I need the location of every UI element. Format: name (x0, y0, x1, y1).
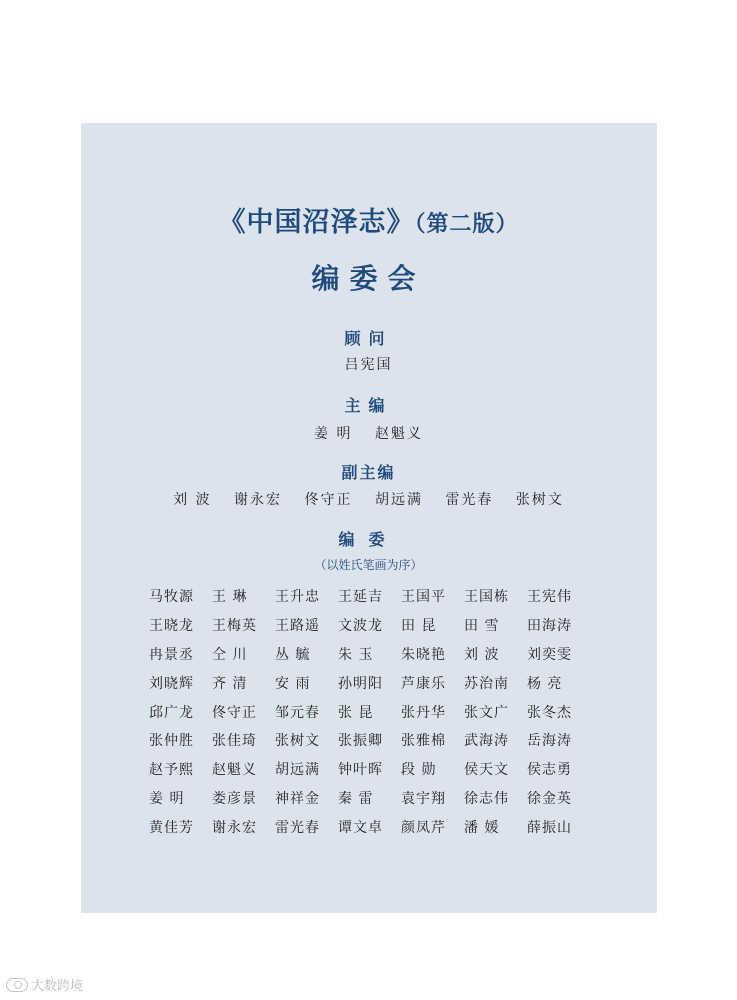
deputy-editor-name: 张树文 (515, 492, 564, 508)
member-name: 张振卿 (338, 733, 383, 750)
member-name: 邹元春 (275, 704, 320, 721)
member-name: 侯天文 (464, 762, 509, 779)
member-name: 段 勋 (401, 762, 437, 779)
member-name: 刘晓辉 (149, 675, 194, 692)
committee-title: 编委会 (311, 262, 426, 295)
member-name: 张佳琦 (212, 733, 257, 750)
member-name: 岳海涛 (527, 733, 572, 750)
member-name: 田 雪 (464, 618, 500, 635)
member-name: 王晓龙 (149, 618, 194, 635)
member-name: 薛振山 (527, 819, 572, 836)
deputy-editor-name: 刘 波 (173, 492, 212, 508)
member-name: 朱晓艳 (401, 646, 446, 663)
member-name: 王路遥 (275, 618, 320, 635)
member-name: 王升忠 (275, 589, 320, 606)
chief-editor-name: 赵魁义 (374, 426, 423, 442)
member-name: 冉景丞 (149, 646, 194, 663)
member-name: 孙明阳 (338, 675, 383, 692)
member-name: 芦康乐 (401, 675, 446, 692)
member-name: 潘 媛 (464, 819, 500, 836)
watermark-text: 大数跨境 (31, 979, 84, 994)
member-name: 张 昆 (338, 704, 374, 721)
advisor-names (0, 354, 737, 374)
member-name: 娄彦景 (212, 790, 257, 807)
member-name: 邱广龙 (149, 704, 194, 721)
book-title (0, 200, 737, 239)
member-name: 刘奕雯 (527, 646, 572, 663)
member-name: 王国平 (401, 589, 446, 606)
member-name: 徐志伟 (464, 790, 509, 807)
member-name: 马牧源 (149, 589, 194, 606)
member-name: 张树文 (275, 733, 320, 750)
member-name: 颜凤芹 (401, 819, 446, 836)
watermark-logo-icon (6, 978, 28, 992)
member-name: 袁宇翔 (401, 790, 446, 807)
chief-editor-name: 姜 明 (314, 426, 353, 442)
deputy-editor-name: 谢永宏 (234, 492, 283, 508)
chief-editor-heading: 主编 (344, 396, 393, 415)
watermark (6, 975, 83, 994)
member-name: 田海涛 (527, 618, 572, 635)
member-name: 田 昆 (401, 618, 437, 635)
member-name: 徐金英 (527, 790, 572, 807)
title-text: 中国沼泽志 (246, 207, 387, 238)
member-name: 秦 雷 (338, 790, 374, 807)
member-name: 赵予熙 (149, 762, 194, 779)
deputy-editor-name: 雷光春 (445, 492, 494, 508)
title-close-mark: 》 (386, 207, 415, 238)
chief-editor-names (0, 423, 737, 443)
member-name: 神祥金 (275, 790, 320, 807)
member-name: 王国栋 (464, 589, 509, 606)
member-name: 张雅棉 (401, 733, 446, 750)
members-name-grid (149, 582, 589, 841)
member-name: 王宪伟 (527, 589, 572, 606)
member-name: 张仲胜 (149, 733, 194, 750)
member-name: 佟守正 (212, 704, 257, 721)
member-name: 安 雨 (275, 675, 311, 692)
member-name: 苏治南 (464, 675, 509, 692)
member-name: 张文广 (464, 704, 509, 721)
member-name: 雷光春 (275, 819, 320, 836)
member-name: 王梅英 (212, 618, 257, 635)
member-name: 王延吉 (338, 589, 383, 606)
member-name: 侯志勇 (527, 762, 572, 779)
member-name: 杨 亮 (527, 675, 563, 692)
member-name: 丛 毓 (275, 646, 311, 663)
member-name: 齐 清 (212, 675, 248, 692)
members-heading: 编委 (338, 530, 399, 549)
member-name: 王 琳 (212, 589, 248, 606)
member-name: 黄佳芳 (149, 819, 194, 836)
member-name: 姜 明 (149, 790, 185, 807)
members-order-note: （以姓氏笔画为序） (314, 558, 423, 572)
member-name: 胡远满 (275, 762, 320, 779)
member-name: 赵魁义 (212, 762, 257, 779)
deputy-editor-name: 佟守正 (304, 492, 353, 508)
member-name: 朱 玉 (338, 646, 374, 663)
member-name: 刘 波 (464, 646, 500, 663)
member-name: 张冬杰 (527, 704, 572, 721)
member-name: 张丹华 (401, 704, 446, 721)
deputy-editor-heading: 副主编 (341, 463, 396, 482)
title-open-mark: 《 (218, 207, 247, 238)
deputy-editor-name: 胡远满 (374, 492, 423, 508)
advisor-name: 吕宪国 (344, 357, 393, 373)
member-name: 谢永宏 (212, 819, 257, 836)
member-name: 武海涛 (464, 733, 509, 750)
edition-label: （第二版） (414, 212, 519, 237)
member-name: 仝 川 (212, 646, 248, 663)
deputy-editor-names (0, 489, 737, 509)
member-name: 文波龙 (338, 618, 383, 635)
member-name: 谭文卓 (338, 819, 383, 836)
advisor-heading: 顾问 (344, 329, 393, 348)
member-name: 钟叶晖 (338, 762, 383, 779)
